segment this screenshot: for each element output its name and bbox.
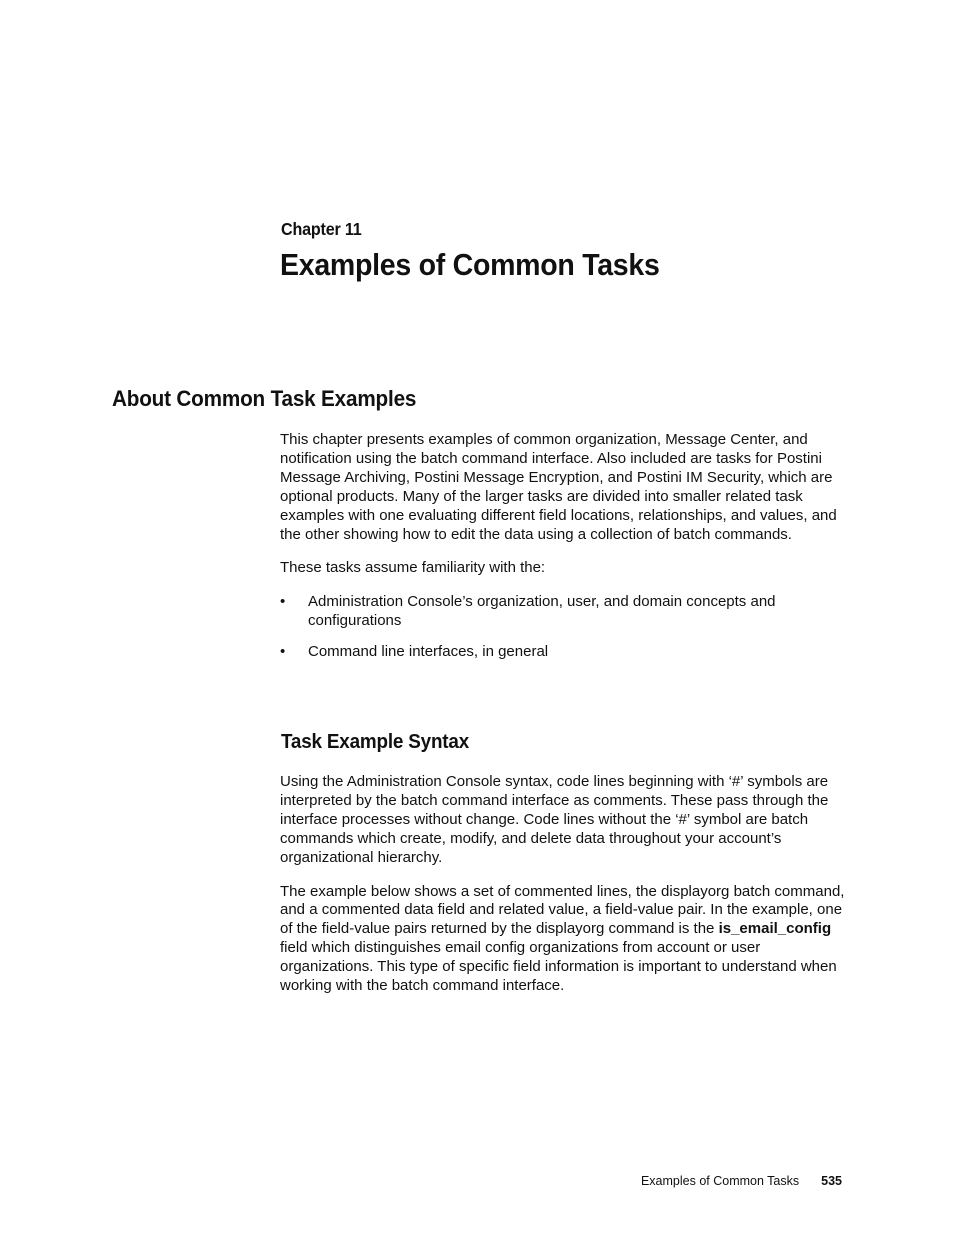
section-about-body — [280, 431, 846, 674]
paragraph-text: The example below shows a set of commented lines, the displayorg batch command, and a commented data field and related value, a field-value pair. In the example, one of the field-value pairs returned by the displayorg command is the — [280, 882, 845, 938]
chapter-label: Chapter 11 — [281, 219, 362, 239]
paragraph: This chapter presents examples of common organization, Message Center, and notification using the batch command interface. Also included are tasks for Postini Message Archiving, Postini Message Encryption, and Postini IM Security, which are optional products. Many of the larger tasks are divided into smaller related task examples with one evaluating different field locations, relationships, and values, and the other showing how to edit the data using a collection of batch commands. — [280, 431, 837, 543]
list-item — [280, 593, 846, 631]
bullet-list — [280, 593, 846, 662]
page-number: 535 — [821, 1174, 842, 1188]
paragraph: Using the Administration Console syntax, code lines beginning with ‘#’ symbols are interpreted by the batch command interface as comments. These pass through the interface processes without change. Code lines without the ‘#’ symbol are batch commands which create, modify, and delete data throughout your account’s organizational hierarchy. — [280, 773, 829, 866]
list-item — [280, 643, 846, 662]
list-item-text: Command line interfaces, in general — [308, 643, 549, 661]
section-syntax-body — [280, 773, 846, 996]
footer-title: Examples of Common Tasks — [640, 1174, 800, 1188]
page-footer — [641, 1174, 842, 1188]
paragraph-text: field which distinguishes email config organizations from account or user organizations. This type of specific field information is important to understand when working with the batch command interface. — [280, 939, 837, 995]
list-item-text: Administration Console’s organization, user, and domain concepts and configurations — [308, 593, 776, 630]
chapter-title: Examples of Common Tasks — [280, 247, 660, 282]
paragraph — [280, 883, 846, 996]
bullet-marker: • — [280, 593, 286, 611]
field-name-bold: is_email_config — [718, 920, 832, 938]
section-heading-syntax: Task Example Syntax — [281, 730, 469, 753]
section-heading-about: About Common Task Examples — [112, 386, 417, 411]
paragraph: These tasks assume familiarity with the: — [280, 559, 546, 577]
bullet-marker: • — [280, 643, 286, 661]
